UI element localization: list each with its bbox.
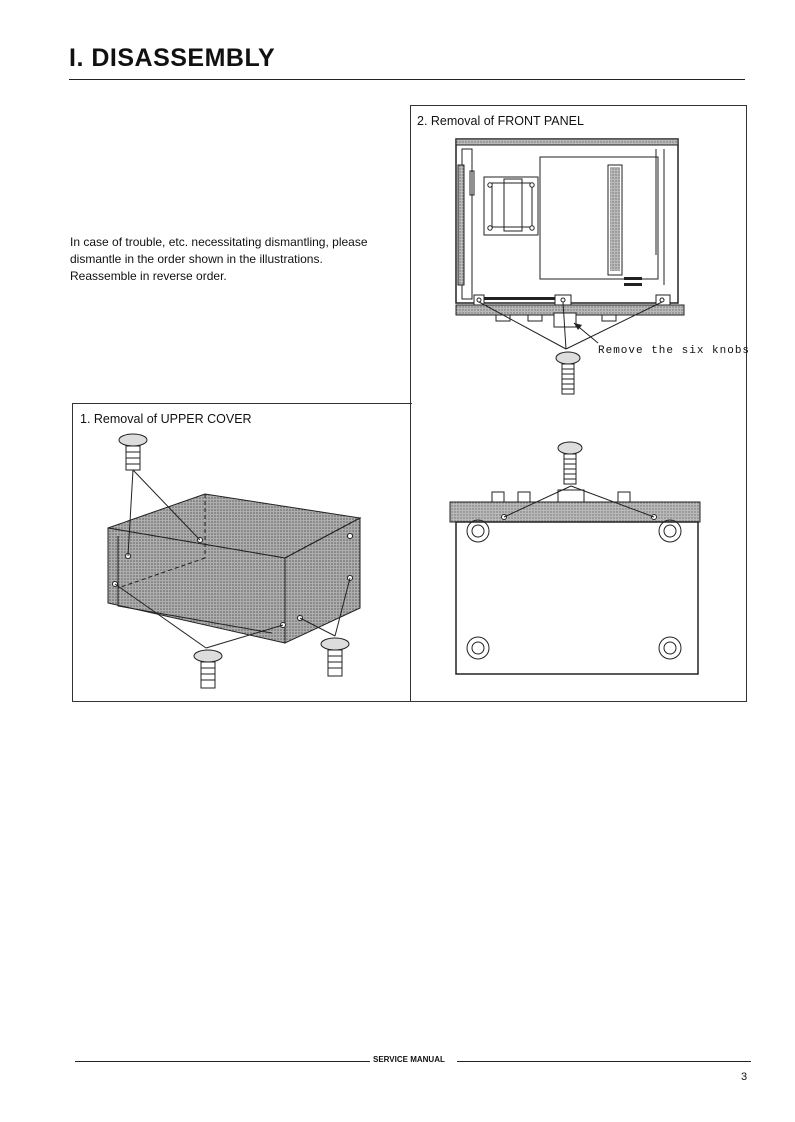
footer-rule xyxy=(75,1061,370,1062)
screw-icon xyxy=(321,638,349,676)
screw-icon xyxy=(556,440,584,486)
screw-icon xyxy=(194,650,222,688)
screw-icon xyxy=(119,434,147,470)
intro-line: Reassemble in reverse order. xyxy=(70,269,227,283)
page-title: I. DISASSEMBLY xyxy=(69,44,276,72)
footer-rule xyxy=(457,1061,751,1062)
front-panel-view xyxy=(448,490,708,682)
intro-paragraph xyxy=(70,234,400,285)
chassis-top-view xyxy=(450,135,690,335)
intro-line: In case of trouble, etc. necessitating dismantling, please xyxy=(70,235,368,249)
upper-cover-title: 1. Removal of UPPER COVER xyxy=(80,412,252,426)
page-number: 3 xyxy=(741,1071,748,1083)
screw-icon xyxy=(554,350,582,396)
front-panel-title: 2. Removal of FRONT PANEL xyxy=(417,114,584,128)
title-divider xyxy=(69,79,745,80)
cabinet-illustration xyxy=(100,428,370,693)
remove-knobs-callout: Remove the six knobs xyxy=(598,345,751,357)
footer-label: SERVICE MANUAL xyxy=(373,1055,445,1064)
footer xyxy=(75,1055,751,1069)
intro-line: dismantle in the order shown in the illustrations. xyxy=(70,252,323,266)
